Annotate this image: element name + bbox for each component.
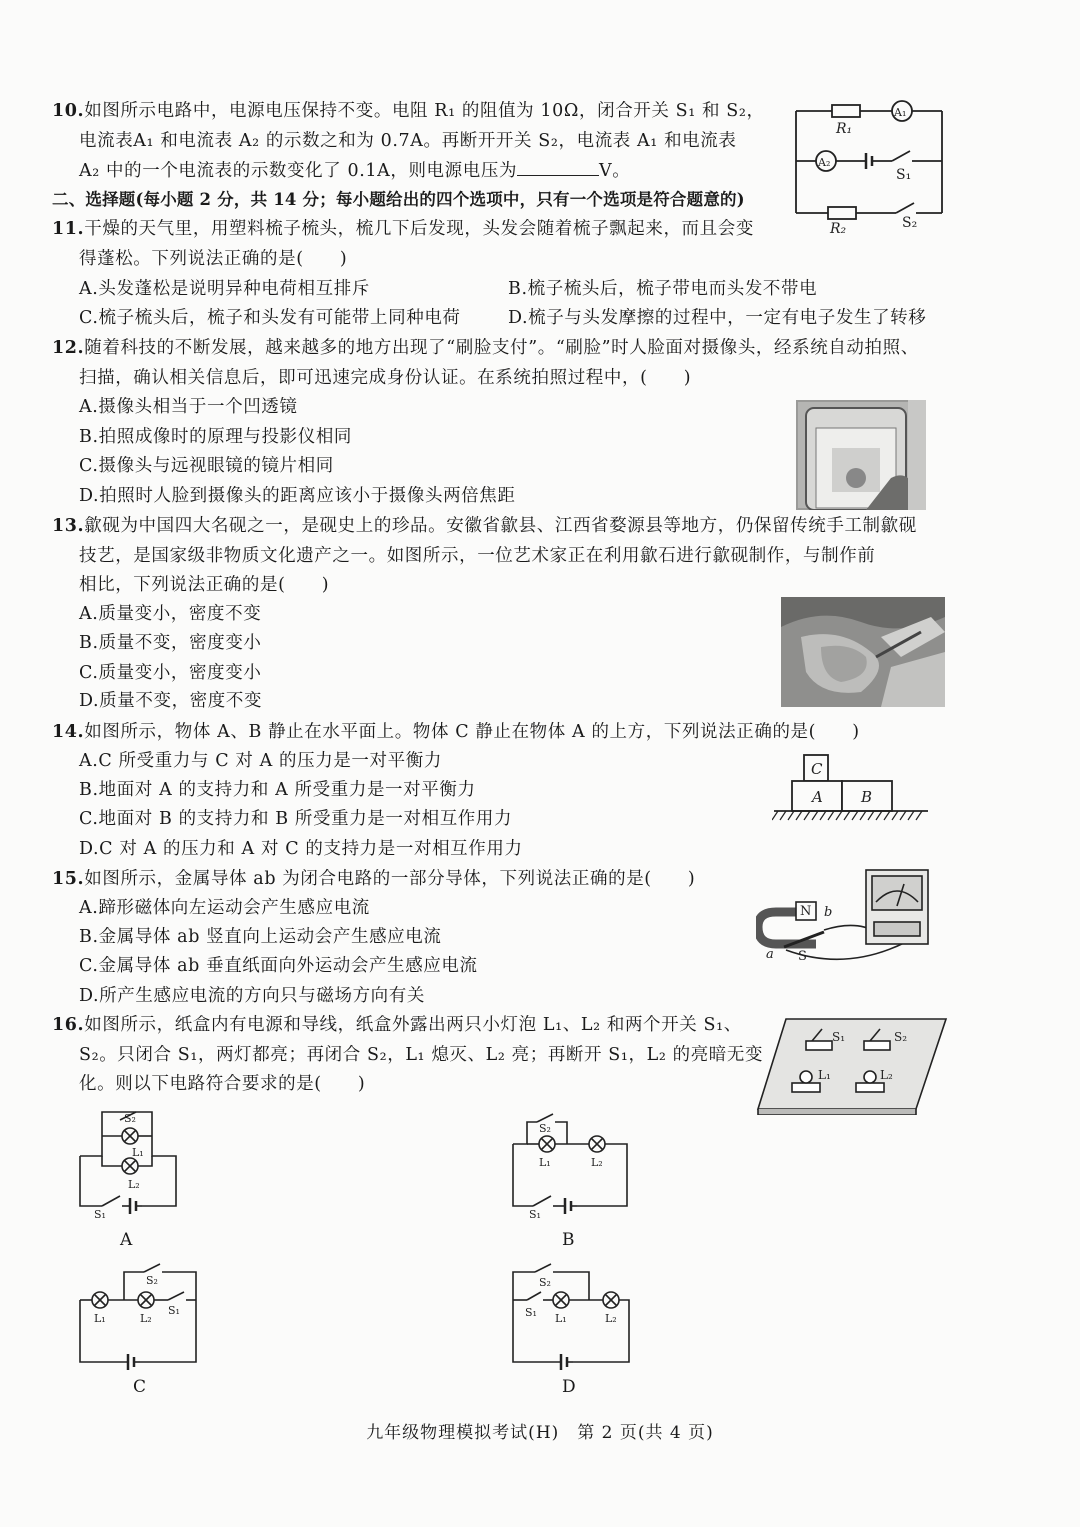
q10-line-1: 10.如图所示电路中，电源电压保持不变。电阻 R₁ 的阻值为 10Ω，闭合开关 S₁ 和 S₂， xyxy=(52,101,765,121)
q11-line-2: 得蓬松。下列说法正确的是( ) xyxy=(79,249,348,269)
svg-text:S₁: S₁ xyxy=(168,1304,180,1317)
q14-option-b[interactable]: B.地面对 A 的支持力和 A 所受重力是一对平衡力 xyxy=(79,780,476,800)
q15-option-b[interactable]: B.金属导体 ab 竖直向上运动会产生感应电流 xyxy=(79,927,442,947)
switch-s2 xyxy=(535,1264,551,1272)
label-a1: A₁ xyxy=(894,106,907,119)
svg-text:S₂: S₂ xyxy=(146,1274,158,1287)
circuit-option-b[interactable] xyxy=(505,1108,635,1220)
svg-text:L₂: L₂ xyxy=(605,1312,617,1325)
circuit-c-label: C xyxy=(133,1377,147,1397)
svg-text:L₁: L₁ xyxy=(94,1312,106,1325)
q14-option-a[interactable]: A.C 所受重力与 C 对 A 的压力是一对平衡力 xyxy=(79,751,442,771)
label-s1: S₁ xyxy=(832,1030,846,1044)
switch-s1 xyxy=(168,1292,184,1300)
svg-text:S₁: S₁ xyxy=(529,1208,541,1220)
q13-line-2: 技艺，是国家级非物质文化遗产之一。如图所示，一位艺术家正在利用歙石进行歙砚制作，与制作前 xyxy=(79,546,876,566)
s1-switch xyxy=(892,151,910,161)
label-l1: L₁ xyxy=(818,1068,831,1082)
page-footer: 九年级物理模拟考试(H) 第 2 页(共 4 页) xyxy=(366,1423,714,1443)
label-s2: S₂ xyxy=(902,215,918,231)
section-2-heading: 二、选择题(每小题 2 分，共 14 分；每小题给出的四个选项中，只有一个选项是符合题意的) xyxy=(52,190,745,209)
q16-box-diagram xyxy=(756,1015,948,1115)
switch-s1 xyxy=(102,1196,120,1206)
q10-circuit-diagram xyxy=(790,95,950,235)
q16-line-1: 16.如图所示，纸盒内有电源和导线，纸盒外露出两只小灯泡 L₁、L₂ 和两个开关 S₁、 xyxy=(52,1015,742,1035)
q11-option-c[interactable]: C.梳子梳头后，梳子和头发有可能带上同种电荷 xyxy=(79,308,461,328)
q11-option-a[interactable]: A.头发蓬松是说明异种电荷相互排斥 xyxy=(79,279,370,299)
svg-text:L₂: L₂ xyxy=(591,1156,603,1169)
q13-option-d[interactable]: D.质量不变，密度不变 xyxy=(79,691,263,711)
q15-line-1: 15.如图所示，金属导体 ab 为闭合电路的一部分导体，下列说法正确的是( ) xyxy=(52,869,696,889)
q13-option-c[interactable]: C.质量变小，密度变小 xyxy=(79,663,262,683)
q14-option-c[interactable]: C.地面对 B 的支持力和 B 所受重力是一对相互作用力 xyxy=(79,809,513,829)
label-a: A xyxy=(812,788,823,806)
q15-option-d[interactable]: D.所产生感应电流的方向只与磁场方向有关 xyxy=(79,986,425,1006)
q13-option-a[interactable]: A.质量变小，密度不变 xyxy=(79,604,262,624)
q14-option-d[interactable]: D.C 对 A 的压力和 A 对 C 的支持力是一对相互作用力 xyxy=(79,839,523,859)
face-pay-photo xyxy=(796,400,926,510)
q16-line-2: S₂。只闭合 S₁，两灯都亮；再闭合 S₂，L₁ 熄灭、L₂ 亮；再断开 S₁，L₂ 的亮暗无变 xyxy=(79,1045,764,1065)
paper-box xyxy=(758,1019,946,1109)
switch-s1 xyxy=(527,1292,541,1300)
q13-line-1: 13.歙砚为中国四大名砚之一，是砚史上的珍品。安徽省歙县、江西省婺源县等地方，仍保留传统手工制歙砚 xyxy=(52,516,917,536)
circuit-b-label: B xyxy=(562,1230,575,1250)
label-c: C xyxy=(811,760,823,778)
svg-text:S₁: S₁ xyxy=(94,1208,106,1220)
svg-text:S₂: S₂ xyxy=(124,1112,136,1125)
q12-line-1: 12.随着科技的不断发展，越来越多的地方出现了“刷脸支付”。“刷脸”时人脸面对摄像头，经系统自动拍照、 xyxy=(52,338,919,358)
q11-option-b[interactable]: B.梳子梳头后，梳子带电而头发不带电 xyxy=(508,279,818,299)
label-r2: R₂ xyxy=(830,221,847,235)
svg-text:L₂: L₂ xyxy=(140,1312,152,1325)
q14-blocks-diagram xyxy=(772,752,932,827)
q11-option-d[interactable]: D.梳子与头发摩擦的过程中，一定有电子发生了转移 xyxy=(508,308,927,328)
circuit-a-label: A xyxy=(120,1230,133,1250)
q12-option-b[interactable]: B.拍照成像时的原理与投影仪相同 xyxy=(79,427,353,447)
q15-option-a[interactable]: A.蹄形磁体向左运动会产生感应电流 xyxy=(79,898,370,918)
label-r1: R₁ xyxy=(836,121,853,137)
q10-line-3: A₂ 中的一个电流表的示数变化了 0.1A，则电源电压为 V。 xyxy=(79,156,630,186)
svg-text:L₁: L₁ xyxy=(539,1156,551,1169)
circuit-option-d[interactable] xyxy=(505,1262,635,1370)
switch-s2 xyxy=(537,1114,553,1122)
label-s2: S₂ xyxy=(894,1030,908,1044)
inkstone-carving-photo xyxy=(781,597,945,707)
label-a: a xyxy=(766,947,774,962)
circuit-d-label: D xyxy=(562,1377,576,1397)
q11-line-1: 11.干燥的天气里，用塑料梳子梳头，梳几下后发现，头发会随着梳子飘起来，而且会变 xyxy=(52,219,754,239)
q13-line-3: 相比，下列说法正确的是( ) xyxy=(79,575,330,595)
r1-resistor xyxy=(832,105,860,117)
label-n: N xyxy=(800,904,812,919)
svg-text:S₂: S₂ xyxy=(539,1276,551,1289)
q15-induction-diagram xyxy=(756,862,936,970)
svg-text:S₂: S₂ xyxy=(539,1122,551,1135)
svg-text:S₁: S₁ xyxy=(525,1306,537,1319)
svg-text:L₂: L₂ xyxy=(128,1178,140,1191)
circuit-option-a[interactable] xyxy=(70,1108,190,1220)
q14-line-1: 14.如图所示，物体 A、B 静止在水平面上。物体 C 静止在物体 A 的上方，下列说法正确的是( ) xyxy=(52,722,860,742)
label-s1: S₁ xyxy=(896,167,912,183)
q13-option-b[interactable]: B.质量不变，密度变小 xyxy=(79,633,262,653)
label-l2: L₂ xyxy=(880,1068,893,1082)
label-s: S xyxy=(798,949,807,964)
answer-blank[interactable] xyxy=(517,157,599,176)
r2-resistor xyxy=(828,207,856,219)
s2-switch xyxy=(896,203,914,213)
label-b: b xyxy=(824,905,833,920)
q12-option-a[interactable]: A.摄像头相当于一个凹透镜 xyxy=(79,397,298,417)
q15-option-c[interactable]: C.金属导体 ab 垂直纸面向外运动会产生感应电流 xyxy=(79,956,478,976)
svg-text:L₁: L₁ xyxy=(555,1312,567,1325)
q12-option-d[interactable]: D.拍照时人脸到摄像头的距离应该小于摄像头两倍焦距 xyxy=(79,486,516,506)
switch-s2 xyxy=(144,1264,160,1272)
label-a2: A₂ xyxy=(818,156,831,169)
q12-option-c[interactable]: C.摄像头与远视眼镜的镜片相同 xyxy=(79,456,334,476)
circuit-option-c[interactable] xyxy=(72,1262,202,1370)
label-b: B xyxy=(861,788,873,806)
q16-line-3: 化。则以下电路符合要求的是( ) xyxy=(79,1074,366,1094)
switch-s1 xyxy=(533,1196,551,1206)
q10-line-2: 电流表A₁ 和电流表 A₂ 的示数之和为 0.7A。再断开开关 S₂，电流表 A₁ 和电流表 xyxy=(79,131,737,151)
svg-text:L₁: L₁ xyxy=(132,1146,144,1159)
q12-line-2: 扫描，确认相关信息后，即可迅速完成身份认证。在系统拍照过程中，( ) xyxy=(79,368,692,388)
